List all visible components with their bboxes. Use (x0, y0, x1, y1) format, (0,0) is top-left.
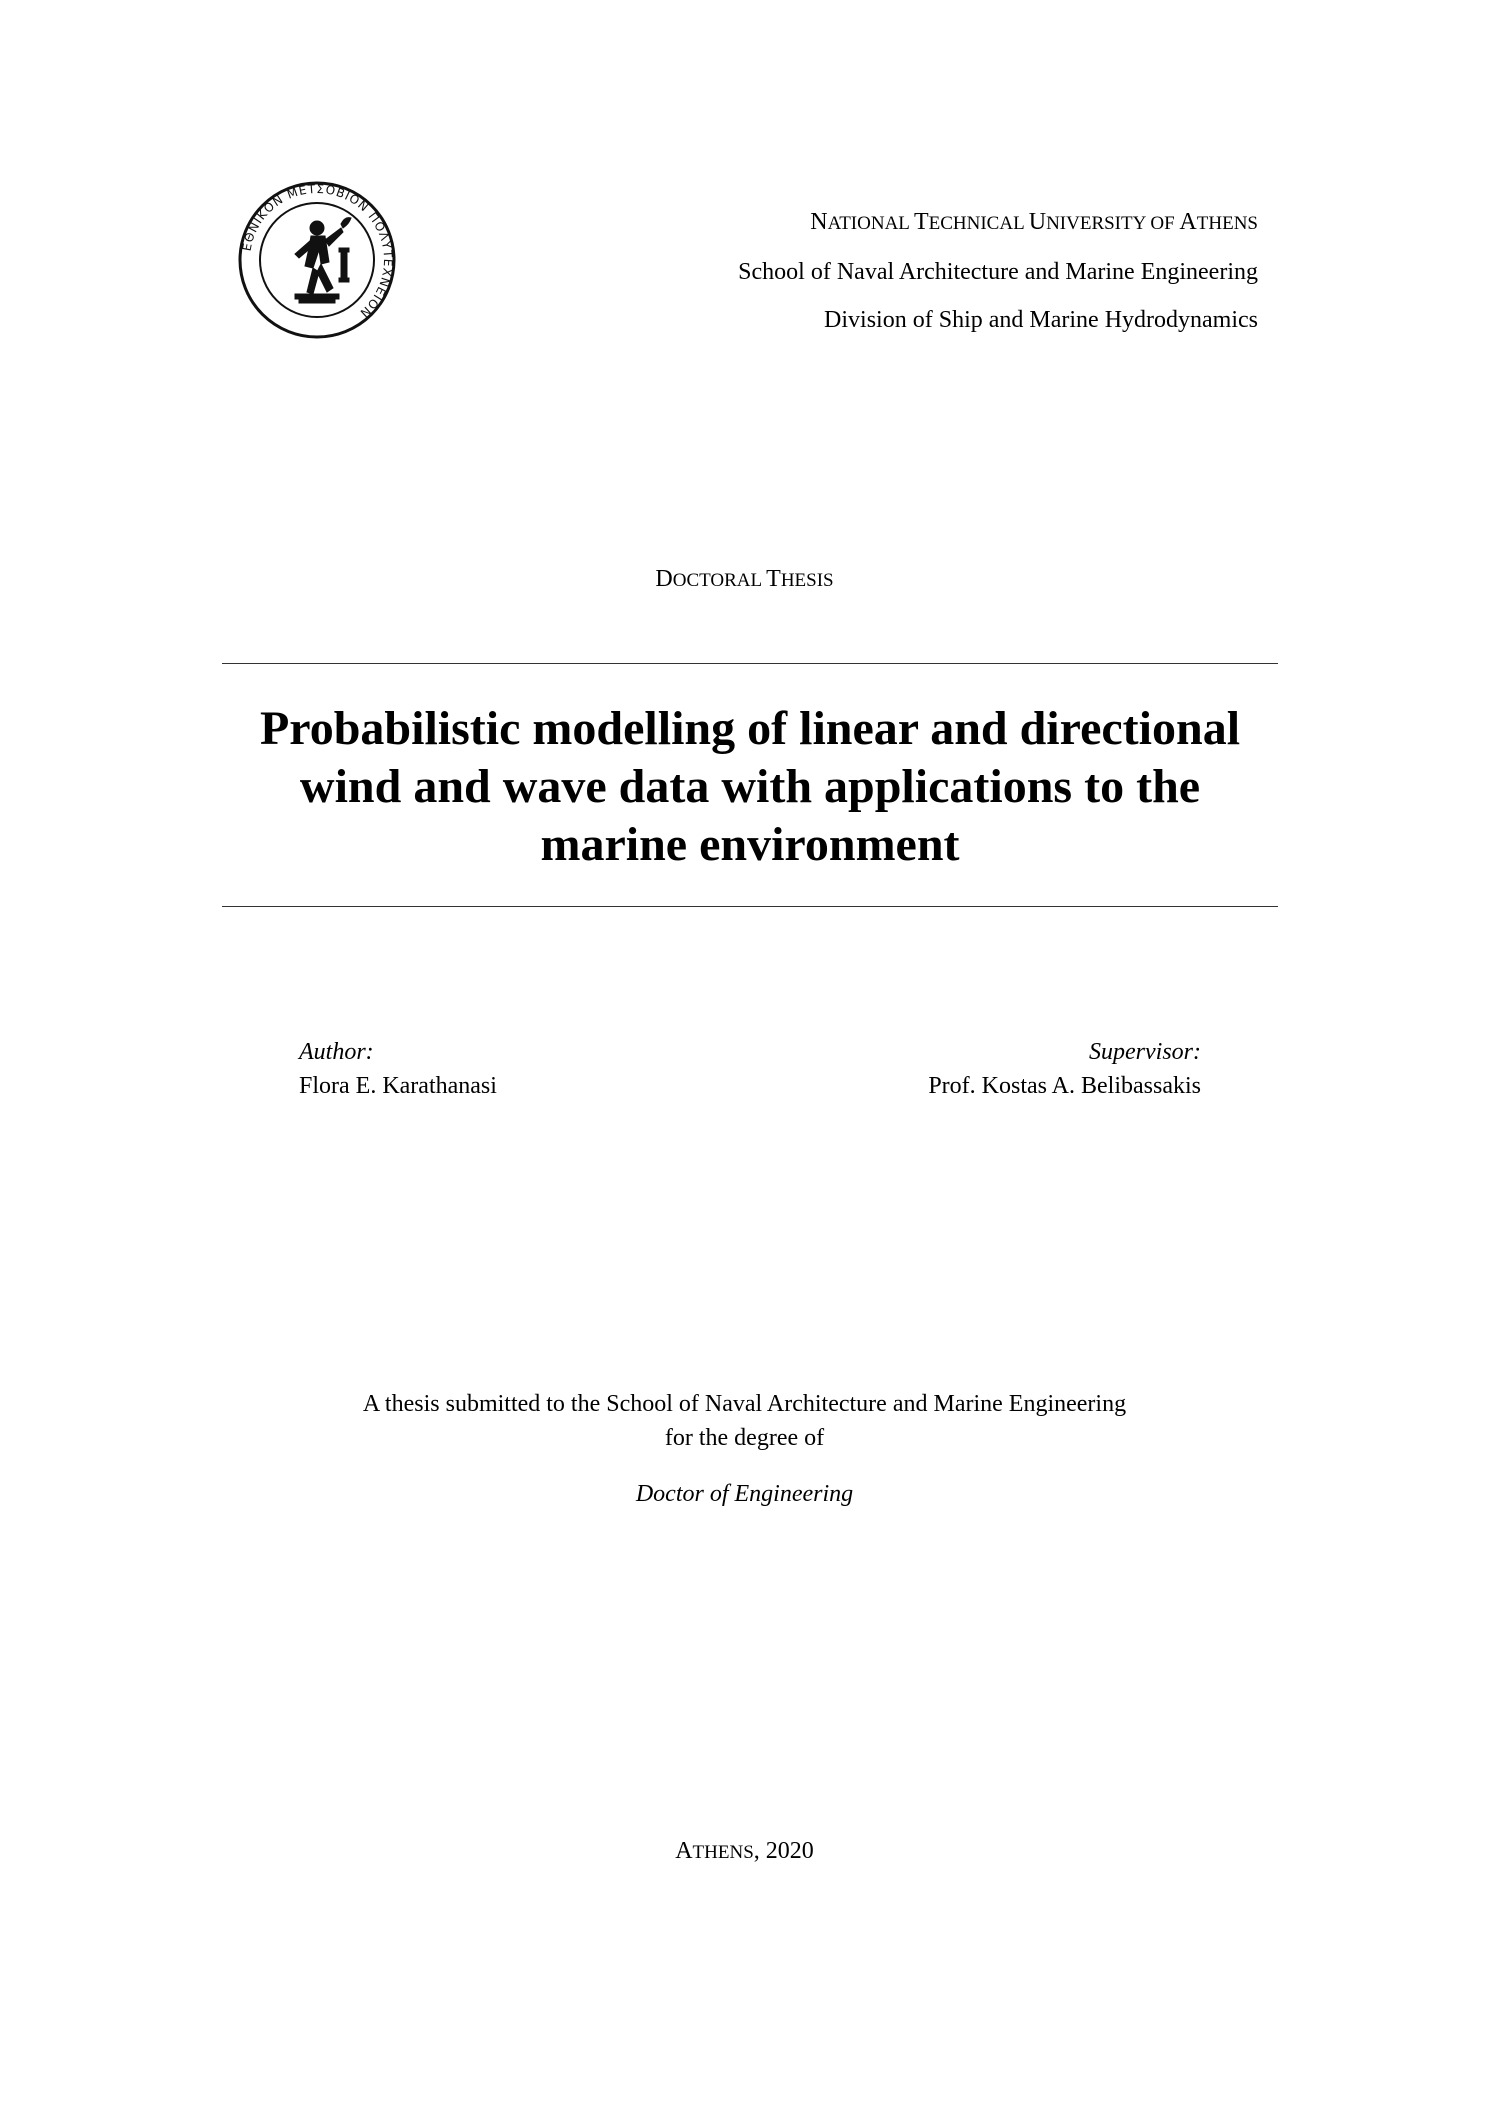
division-name: Division of Ship and Marine Hydrodynamics (824, 307, 1258, 333)
place-year: ATHENS, 2020 (675, 1838, 814, 1864)
author-name: Flora E. Karathanasi (299, 1073, 497, 1099)
supervisor-name: Prof. Kostas A. Belibassakis (928, 1073, 1201, 1099)
ntua-seal-icon (237, 180, 397, 340)
supervisor-label: Supervisor: (1089, 1039, 1201, 1065)
supervisor-block (928, 1035, 1201, 1103)
school-name: School of Naval Architecture and Marine Engineering (738, 259, 1258, 285)
author-block (299, 1035, 497, 1103)
submission-line: for the degree of (664, 1425, 825, 1451)
university-header (738, 198, 1258, 344)
svg-text:ΕΘΝΙΚΟΝ ΜΕΤΣΟΒΙΟΝ ΠΟΛΥΤΕΧΝΕΙΟΝ: ΕΘΝΙΚΟΝ ΜΕΤΣΟΒΙΟΝ ΠΟΛΥΤΕΧΝΕΙΟΝ (239, 181, 396, 321)
title-rule-bottom (222, 906, 1278, 907)
thesis-type: DOCTORAL THESIS (655, 566, 834, 592)
degree-name: Doctor of Engineering (635, 1481, 854, 1507)
university-name: NATIONAL TECHNICAL UNIVERSITY OF ATHENS (810, 209, 1258, 235)
title-rule-top (222, 663, 1278, 664)
title-line: Probabilistic modelling of linear and directional (259, 702, 1241, 755)
title-line: marine environment (540, 818, 960, 871)
thesis-title (222, 700, 1278, 874)
submission-statement (0, 1387, 1489, 1455)
author-label: Author: (299, 1039, 374, 1065)
title-line: wind and wave data with applications to the (299, 760, 1201, 813)
submission-line: A thesis submitted to the School of Naval Architecture and Marine Engineering (362, 1391, 1127, 1417)
